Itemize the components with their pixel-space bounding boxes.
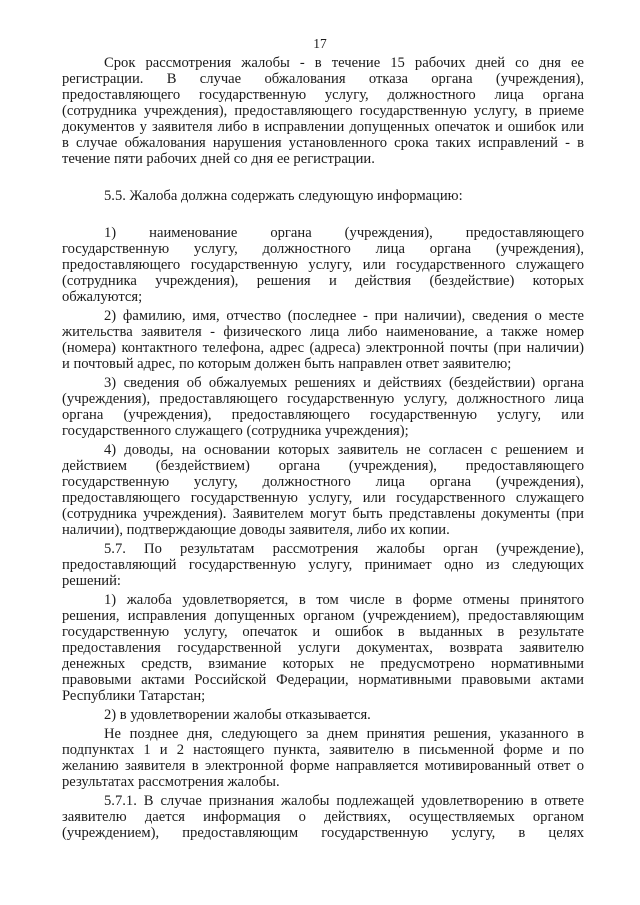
text-line: документов у заявителя либо в исправлении допущенных опечаток и ошибок или: [62, 119, 584, 135]
text-line: решений:: [62, 573, 121, 589]
text-line: в случае обжалования нарушения установленного срока таких исправлений - в: [62, 135, 584, 151]
text-line: 2) в удовлетворении жалобы отказывается.: [104, 707, 371, 723]
text-line: предоставляющего государственную услугу, должностного лица органа: [62, 87, 584, 103]
text-line: обжалуются;: [62, 289, 143, 305]
text-line: (сотрудника учреждения). Заявителем могут быть представлены документы (при: [62, 506, 584, 522]
text-line: органа (учреждения), предоставляющего государственную услугу, или: [62, 407, 584, 423]
text-line: действием (бездействием) органа (учреждения), предоставляющего: [62, 458, 584, 474]
text-line: 5.5. Жалоба должна содержать следующую информацию:: [104, 188, 463, 204]
text-line: Не позднее дня, следующего за днем принятия решения, указанного в: [104, 726, 584, 742]
text-line: (номера) контактного телефона, адрес (адреса) электронной почты (при наличии): [62, 340, 584, 356]
text-line: результатах рассмотрения жалобы.: [62, 774, 280, 790]
text-line: предоставления государственной услуги документах, возврата заявителю: [62, 640, 584, 656]
text-line: (учреждением), предоставляющим государственную услугу, в целях: [62, 825, 584, 841]
text-line: 5.7.1. В случае признания жалобы подлежащей удовлетворению в ответе: [104, 793, 584, 809]
text-line: предоставляющего государственную услугу, или государственного служащего: [62, 490, 584, 506]
text-line: подпунктах 1 и 2 настоящего пункта, заявителю в письменной форме и по: [62, 742, 584, 758]
text-line: 4) доводы, на основании которых заявитель не согласен с решением и: [104, 442, 584, 458]
text-line: наличии), подтверждающие доводы заявителя, либо их копии.: [62, 522, 450, 538]
text-line: жительства заявителя - физического лица либо наименование, а также номер: [62, 324, 584, 340]
text-line: 3) сведения об обжалуемых решениях и действиях (бездействии) органа: [104, 375, 584, 391]
text-line: течение пяти рабочих дней со дня ее регистрации.: [62, 151, 375, 167]
text-line: предоставляющий государственную услугу, принимает одно из следующих: [62, 557, 584, 573]
text-line: Срок рассмотрения жалобы - в течение 15 рабочих дней со дня ее: [104, 55, 584, 71]
text-line: 1) жалоба удовлетворяется, в том числе в форме отмены принятого: [104, 592, 584, 608]
text-line: заявителю дается информация о действиях, осуществляемых органом: [62, 809, 584, 825]
text-line: Республики Татарстан;: [62, 688, 206, 704]
text-line: государственного служащего (сотрудника учреждения);: [62, 423, 409, 439]
text-line: правовыми актами Российской Федерации, нормативными правовыми актами: [62, 672, 584, 688]
text-line: (учреждения), предоставляющего государственную услугу, должностного лица: [62, 391, 584, 407]
text-line: государственную услугу, должностного лица органа (учреждения),: [62, 241, 584, 257]
text-line: государственную услугу, опечаток и ошибок в выданных в результате: [62, 624, 584, 640]
text-line: решения, исправления допущенных органом (учреждением), предоставляющим: [62, 608, 584, 624]
text-line: желанию заявителя в электронной форме направляется мотивированный ответ о: [62, 758, 584, 774]
text-line: и почтовый адрес, по которым должен быть направлен ответ заявителю;: [62, 356, 512, 372]
page-number: 17: [313, 36, 327, 51]
text-line: регистрации. В случае обжалования отказа органа (учреждения),: [62, 71, 584, 87]
text-line: 1) наименование органа (учреждения), предоставляющего: [104, 225, 584, 241]
text-line: 5.7. По результатам рассмотрения жалобы орган (учреждение),: [104, 541, 584, 557]
text-line: (сотрудника учреждения), предоставляющего государственную услугу, в приеме: [62, 103, 584, 119]
text-line: (сотрудника учреждения), решения и действия (бездействие) которых: [62, 273, 584, 289]
text-line: 2) фамилию, имя, отчество (последнее - при наличии), сведения о месте: [104, 308, 584, 324]
text-line: денежных средств, взимание которых не предусмотрено нормативными: [62, 656, 584, 672]
text-line: предоставляющего государственную услугу, или государственного служащего: [62, 257, 584, 273]
text-line: государственную услугу, должностного лица органа (учреждения),: [62, 474, 584, 490]
